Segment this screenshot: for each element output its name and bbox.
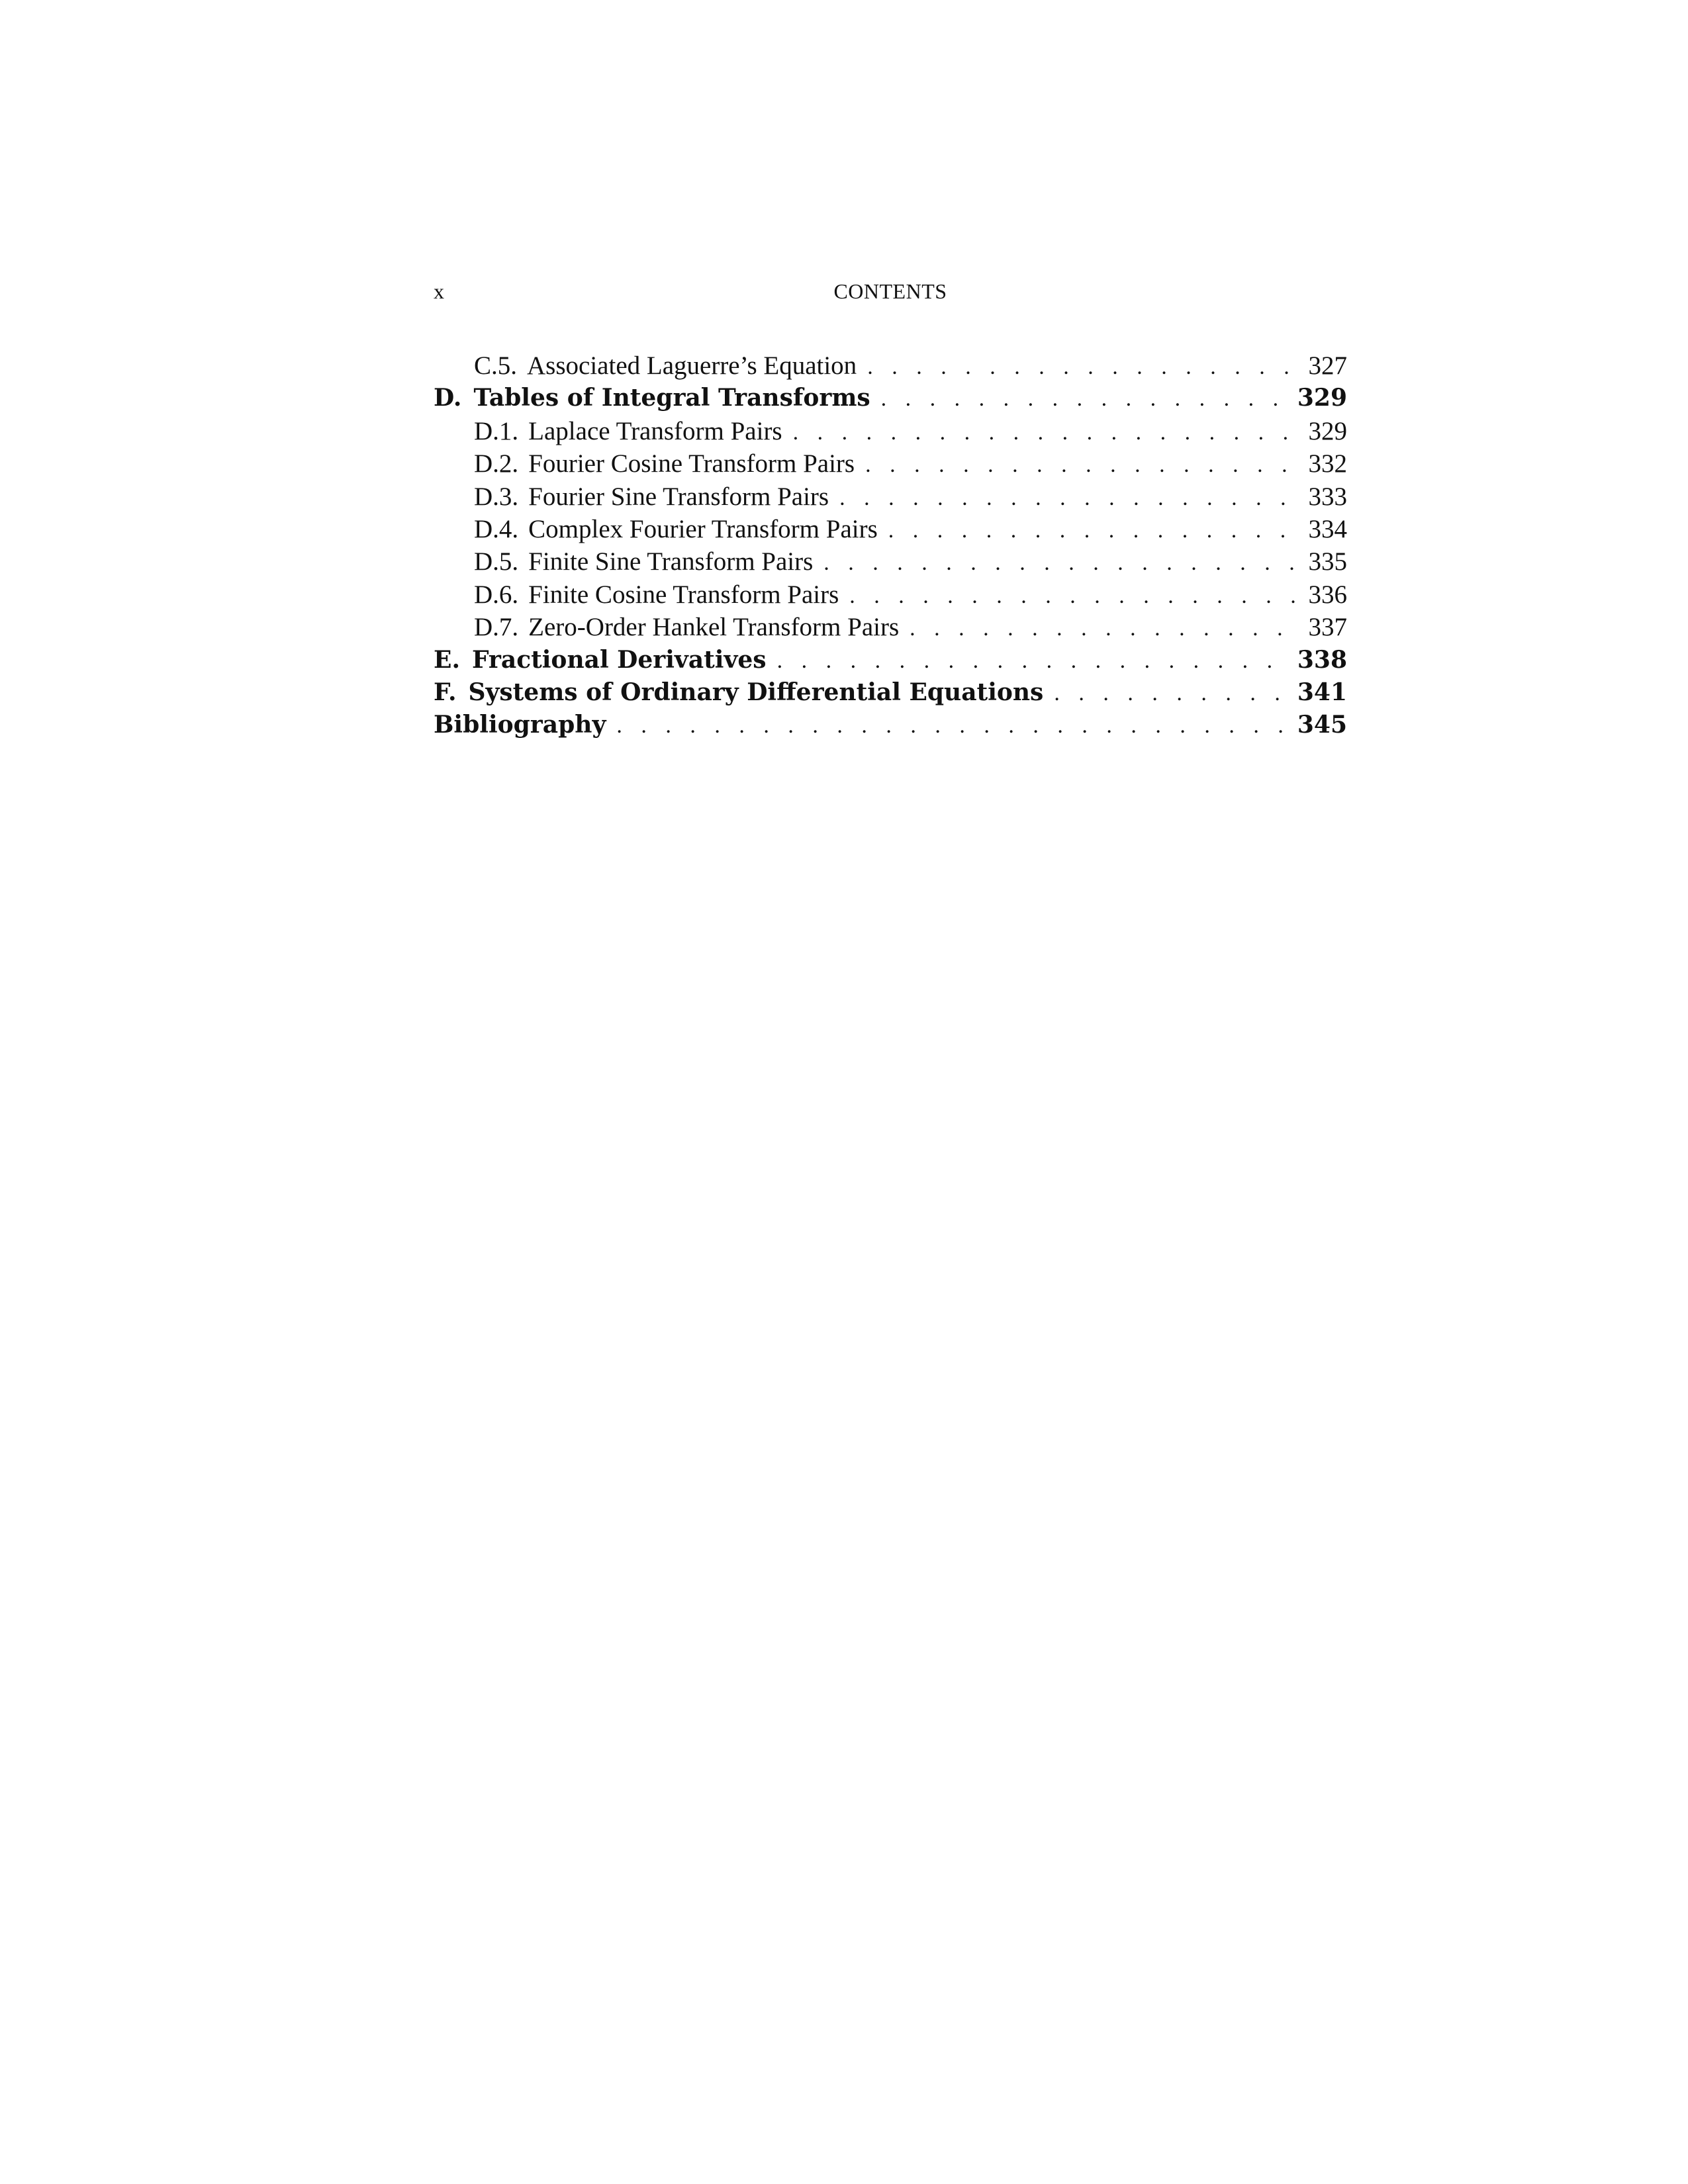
toc-entry-page: 333 [1308,482,1347,511]
toc-entry-title: Bibliography [434,711,606,739]
toc-entry-page: 335 [1308,547,1347,576]
toc-entry-title: Fourier Cosine Transform Pairs [528,449,855,478]
toc-entry-page: 332 [1308,449,1347,478]
toc-entry-number: D.6. [474,580,519,609]
toc-entry-title: Laplace Transform Pairs [528,416,782,445]
toc-entry-title: Associated Laguerre’s Equation [527,351,857,380]
toc-entry-title: Complex Fourier Transform Pairs [528,514,878,543]
toc-entry-number: D.3. [474,482,519,511]
toc-entry-number: D.5. [474,547,519,576]
page-number: x [434,279,444,303]
toc-entry-title: Fourier Sine Transform Pairs [528,482,829,511]
toc-entry-d1[interactable] [434,415,1347,447]
toc-entry-number: D.7. [474,613,519,642]
dot-leader [793,416,1295,449]
toc-entry-number: D.1. [474,416,519,445]
toc-entry-d7[interactable] [434,611,1347,643]
toc-entry-title: Zero-Order Hankel Transform Pairs [528,613,900,642]
dot-leader [867,351,1295,383]
toc-entry-title: Tables of Integral Transforms [473,384,870,412]
toc-entry-title: Fractional Derivatives [471,645,767,674]
toc-entry-c5[interactable] [434,349,1347,382]
table-of-contents [434,349,1347,742]
toc-entry-number: E. [434,645,460,674]
toc-entry-page: 337 [1308,613,1347,642]
toc-entry-d5[interactable] [434,545,1347,578]
dot-leader [616,709,1286,742]
toc-entry-page: 334 [1308,514,1347,543]
toc-entry-d6[interactable] [434,578,1347,611]
toc-entry-page: 336 [1308,580,1347,609]
toc-entry-d3[interactable] [434,480,1347,513]
dot-leader [910,612,1295,645]
toc-entry-page: 327 [1308,351,1347,380]
dot-leader [888,514,1295,547]
toc-entry-bibliography[interactable] [434,709,1347,741]
toc-entry-d2[interactable] [434,447,1347,480]
toc-entry-title: Systems of Ordinary Differential Equations [468,678,1044,706]
running-head [434,273,1347,310]
dot-leader [849,580,1295,612]
toc-entry-e[interactable] [434,644,1347,676]
dot-leader [839,482,1295,514]
toc-entry-title: Finite Sine Transform Pairs [528,547,814,576]
toc-entry-page: 345 [1297,711,1347,739]
toc-entry-page: 329 [1308,416,1347,445]
dot-leader [865,449,1295,481]
toc-entry-d4[interactable] [434,513,1347,545]
toc-entry-page: 329 [1297,384,1347,412]
toc-entry-d[interactable] [434,382,1347,414]
dot-leader [823,547,1295,579]
toc-entry-page: 341 [1297,678,1347,706]
running-title: CONTENTS [833,279,947,303]
toc-entry-number: C.5. [474,351,518,380]
dot-leader [1054,677,1287,709]
dot-leader [777,645,1287,677]
dot-leader [881,383,1287,415]
toc-entry-f[interactable] [434,676,1347,709]
toc-entry-number: D. [434,384,462,412]
toc-entry-title: Finite Cosine Transform Pairs [528,580,839,609]
toc-entry-page: 338 [1297,645,1347,674]
toc-entry-number: D.2. [474,449,519,478]
toc-entry-number: F. [434,678,457,706]
toc-entry-number: D.4. [474,514,519,543]
